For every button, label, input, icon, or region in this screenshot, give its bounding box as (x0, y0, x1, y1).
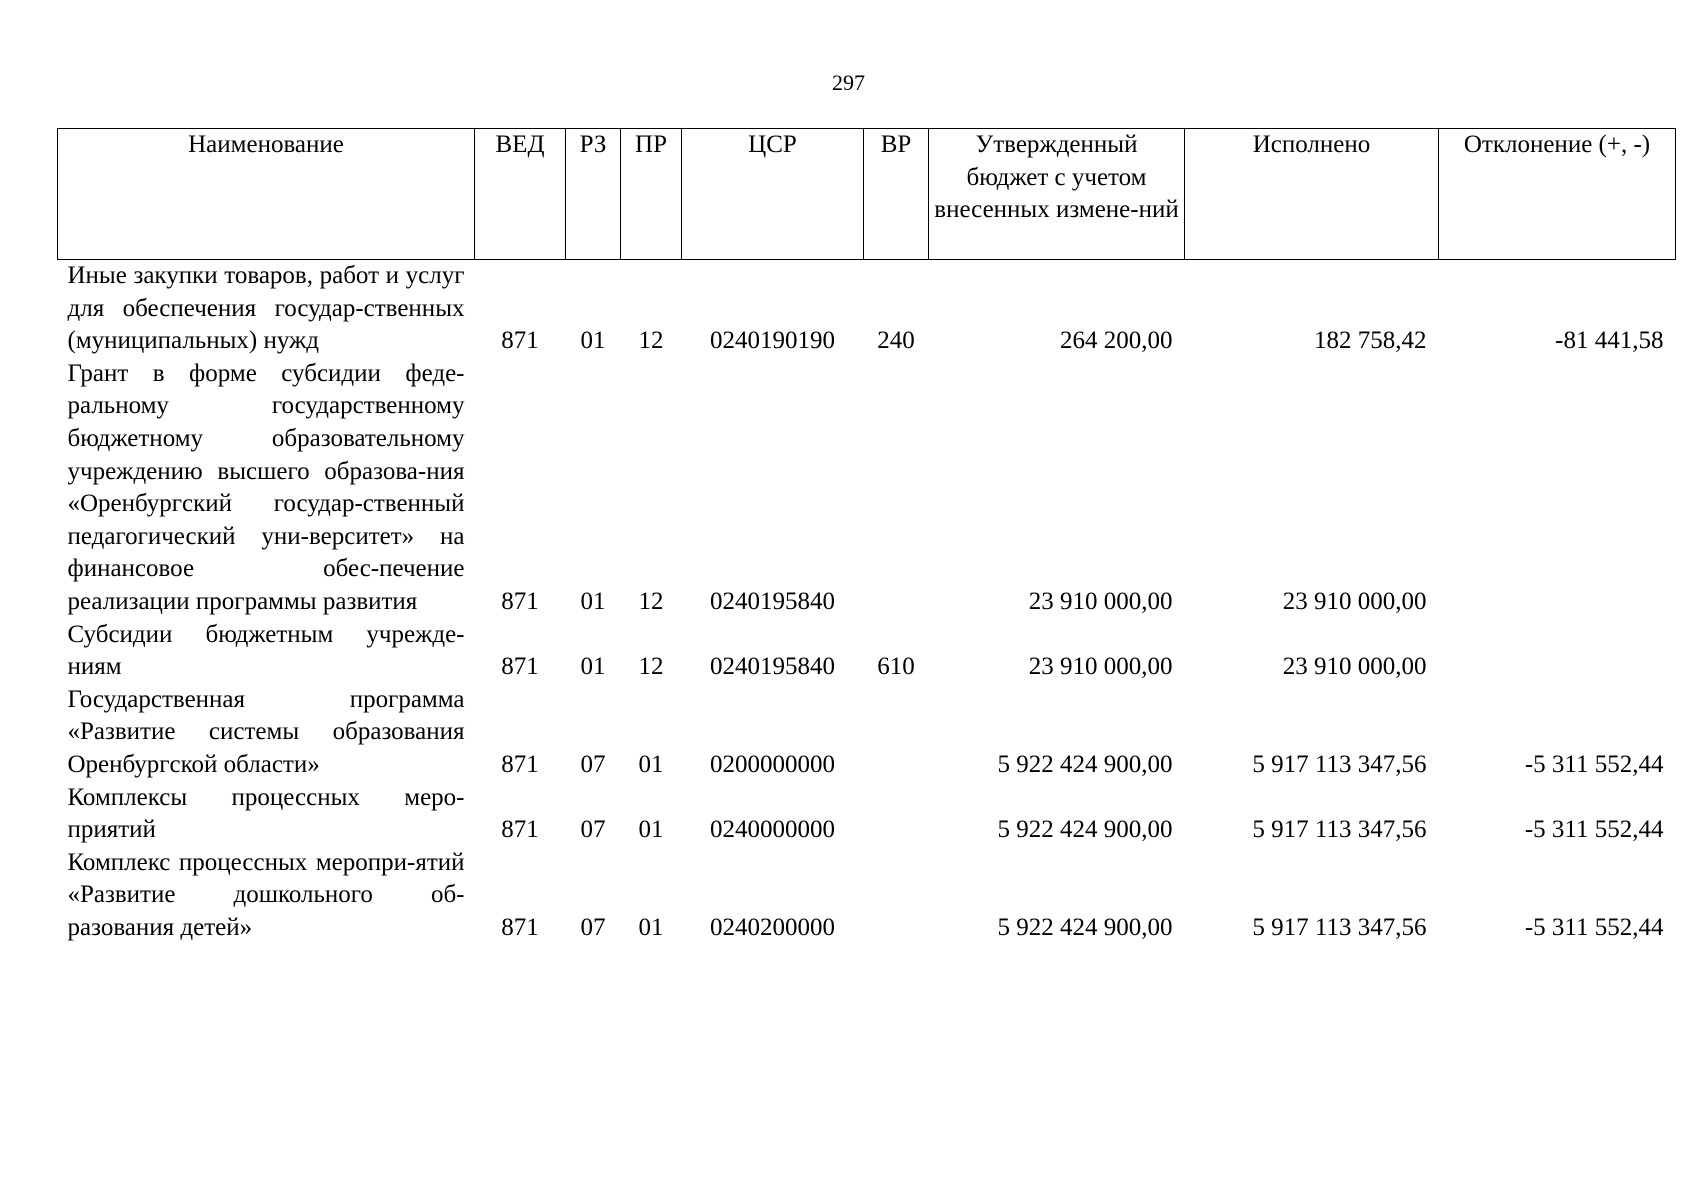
row-approved: 23 910 000,00 (1028, 587, 1173, 615)
row-name: Комплекс процессных меропри-ятий «Развитие дошкольного об-разования детей» (67, 848, 465, 941)
row-ved: 871 (501, 327, 539, 355)
row-pr: 12 (638, 327, 664, 355)
row-deviation: -5 311 552,44 (1524, 750, 1664, 778)
row-approved: 264 200,00 (1060, 327, 1173, 355)
row-approved: 5 922 424 900,00 (997, 750, 1173, 778)
row-ved: 871 (501, 816, 539, 844)
table-row (58, 847, 1676, 945)
table-body (58, 260, 1676, 945)
row-deviation: -5 311 552,44 (1524, 913, 1664, 941)
row-executed: 182 758,42 (1314, 327, 1427, 355)
row-csr: 0240190190 (710, 327, 835, 355)
row-executed: 23 910 000,00 (1282, 587, 1427, 615)
header-approved: Утвержденный бюджет с учетом внесенных измене-ний (929, 129, 1185, 260)
row-ved: 871 (501, 653, 539, 681)
row-vr (864, 782, 929, 847)
header-row (58, 129, 1676, 260)
row-rz: 07 (580, 816, 606, 844)
header-rz: РЗ (566, 129, 621, 260)
row-rz: 01 (580, 653, 606, 681)
row-approved: 5 922 424 900,00 (997, 816, 1173, 844)
row-executed: 5 917 113 347,56 (1252, 816, 1427, 844)
header-vr: ВР (864, 129, 929, 260)
row-pr: 12 (638, 587, 664, 615)
header-name: Наименование (58, 129, 475, 260)
row-rz: 01 (580, 327, 606, 355)
row-vr: 240 (877, 327, 915, 355)
row-name: Государственная программа «Развитие системы образования Оренбургской области» (67, 685, 465, 778)
row-csr: 0200000000 (710, 750, 835, 778)
row-executed: 5 917 113 347,56 (1252, 913, 1427, 941)
header-executed: Исполнено (1185, 129, 1439, 260)
row-csr: 0240000000 (710, 816, 835, 844)
row-ved: 871 (501, 913, 539, 941)
row-ved: 871 (501, 750, 539, 778)
row-name: Иные закупки товаров, работ и услуг для обеспечения государ-ственных (муниципальных) нужд (67, 262, 465, 355)
row-approved: 23 910 000,00 (1028, 653, 1173, 681)
row-pr: 12 (638, 653, 664, 681)
row-rz: 07 (580, 750, 606, 778)
row-rz: 01 (580, 587, 606, 615)
row-deviation: -81 441,58 (1555, 327, 1664, 355)
row-pr: 01 (638, 816, 664, 844)
header-ved: ВЕД (475, 129, 566, 260)
header-deviation: Отклонение (+, -) (1439, 129, 1676, 260)
header-pr: ПР (621, 129, 682, 260)
header-csr: ЦСР (682, 129, 864, 260)
row-csr: 0240195840 (710, 653, 835, 681)
row-approved: 5 922 424 900,00 (997, 913, 1173, 941)
budget-execution-table (57, 128, 1676, 944)
table-row (58, 684, 1676, 782)
row-executed: 23 910 000,00 (1282, 653, 1427, 681)
row-name: Субсидии бюджетным учрежде-ниям (67, 620, 465, 681)
row-executed: 5 917 113 347,56 (1252, 750, 1427, 778)
table-row (58, 260, 1676, 358)
table-header (58, 129, 1676, 260)
row-csr: 0240200000 (710, 913, 835, 941)
page-number: 297 (832, 70, 865, 95)
row-rz: 07 (580, 913, 606, 941)
row-vr (864, 684, 929, 782)
row-pr: 01 (638, 913, 664, 941)
row-deviation (1439, 358, 1676, 619)
row-pr: 01 (638, 750, 664, 778)
table-row (58, 782, 1676, 847)
row-vr (864, 358, 929, 619)
row-vr (864, 847, 929, 945)
table-row (58, 619, 1676, 684)
row-ved: 871 (501, 587, 539, 615)
row-name: Грант в форме субсидии феде-ральному государственному бюджетному образовательному учреждению высшего образова-ния «Оренбургский государ-ственный педагогический уни-верситет» на финансовое обес-печение реализации программы развития (67, 359, 465, 615)
table-row (58, 358, 1676, 619)
row-vr: 610 (877, 653, 915, 681)
row-csr: 0240195840 (710, 587, 835, 615)
row-deviation: -5 311 552,44 (1524, 816, 1664, 844)
row-name: Комплексы процессных меро-приятий (67, 783, 465, 844)
row-deviation (1439, 619, 1676, 684)
